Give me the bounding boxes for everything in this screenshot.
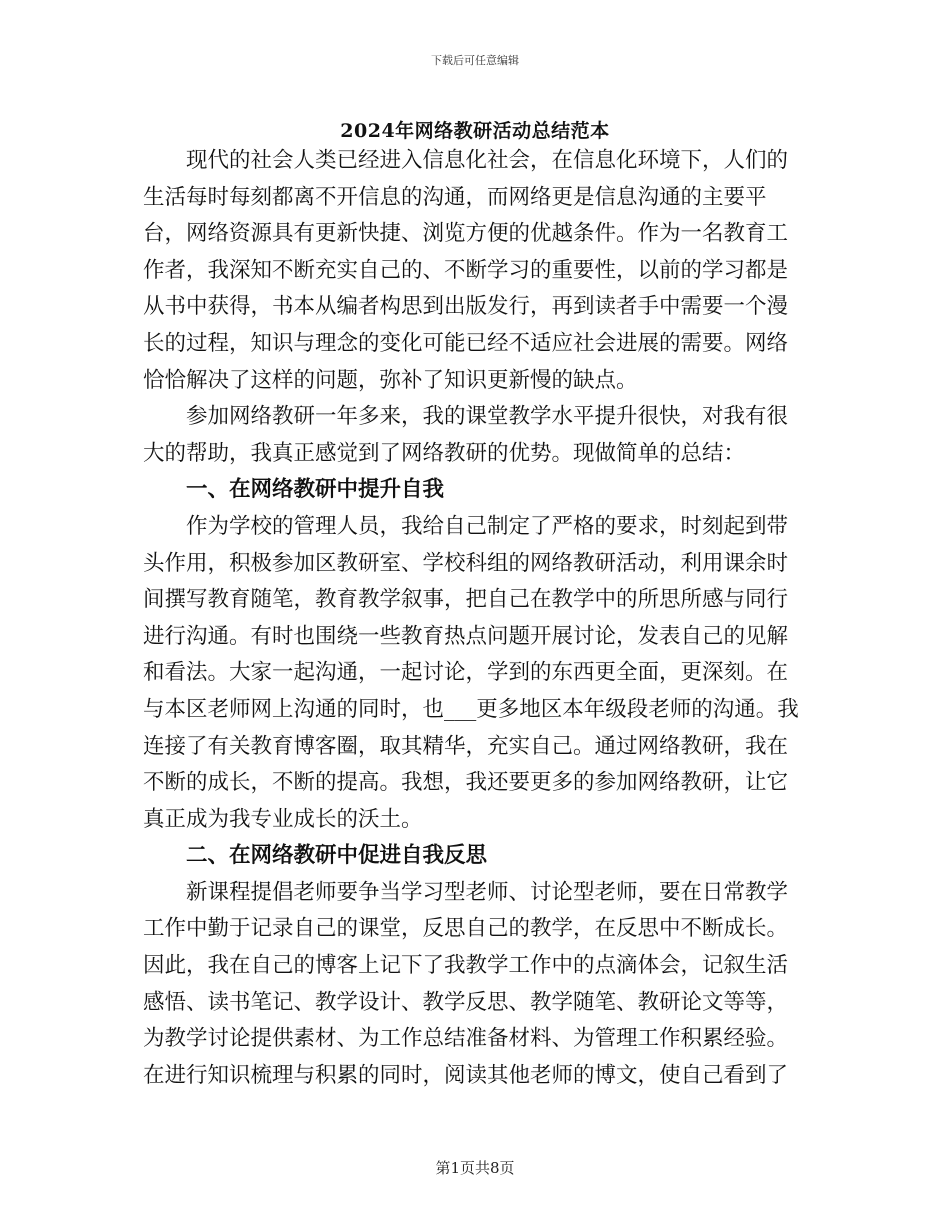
paragraph-section-1: 作为学校的管理人员，我给自己制定了严格的要求，时刻起到带头作用，积极参加区教研室、学校科组的网络教研活动，利用课余时间撰写教育随笔，教育教学叙事，把自己在教学中的所思所感与同行进行沟通。有时也围绕一些教育热点问题开展讨论，发表自己的见解和看法。大家一起沟通，一起讨论，学到的东西更全面，更深刻。在与本区老师网上沟通的同时，也___更多地区本年级段老师的沟通。我连接了有关教育博客圈，取其精华，充实自己。通过网络教研，我在不断的成长，不断的提高。我想，我还要更多的参加网络教研，让它真正成为我专业成长的沃土。	[143, 513, 799, 832]
header-note: 下载后可任意编辑	[431, 54, 519, 67]
document-body	[143, 143, 808, 1094]
paragraph-section-2: 新课程提倡老师要争当学习型老师、讨论型老师，要在日常教学工作中勤于记录自己的课堂，反思自己的教学，在反思中不断成长。因此，我在自己的博客上记下了我教学工作中的点滴体会，记叙生活感悟、读书笔记、教学设计、教学反思、教学随笔、教研论文等等，为教学讨论提供素材、为工作总结准备材料、为管理工作积累经验。在进行知识梳理与积累的同时，阅读其他老师的博文，使自己看到了	[143, 879, 789, 1088]
paragraph-summary-lead: 参加网络教研一年多来，我的课堂教学水平提升很快，对我有很大的帮助，我真正感觉到了网络教研的优势。现做简单的总结：	[143, 404, 789, 466]
document-title: 2024年网络教研活动总结范本	[340, 120, 610, 142]
section-heading-1: 一、在网络教研中提升自我	[186, 477, 445, 503]
page-footer: 第1页共8页	[435, 1159, 515, 1177]
section-heading-2: 二、在网络教研中促进自我反思	[186, 843, 488, 869]
paragraph-intro: 现代的社会人类已经进入信息化社会，在信息化环境下，人们的生活每时每刻都离不开信息的沟通，而网络更是信息沟通的主要平台，网络资源具有更新快捷、浏览方便的优越条件。作为一名教育工作者，我深知不断充实自己的、不断学习的重要性，以前的学习都是从书中获得，书本从编者构思到出版发行，再到读者手中需要一个漫长的过程，知识与理念的变化可能已经不适应社会进展的需要。网络恰恰解决了这样的问题，弥补了知识更新慢的缺点。	[143, 148, 789, 393]
